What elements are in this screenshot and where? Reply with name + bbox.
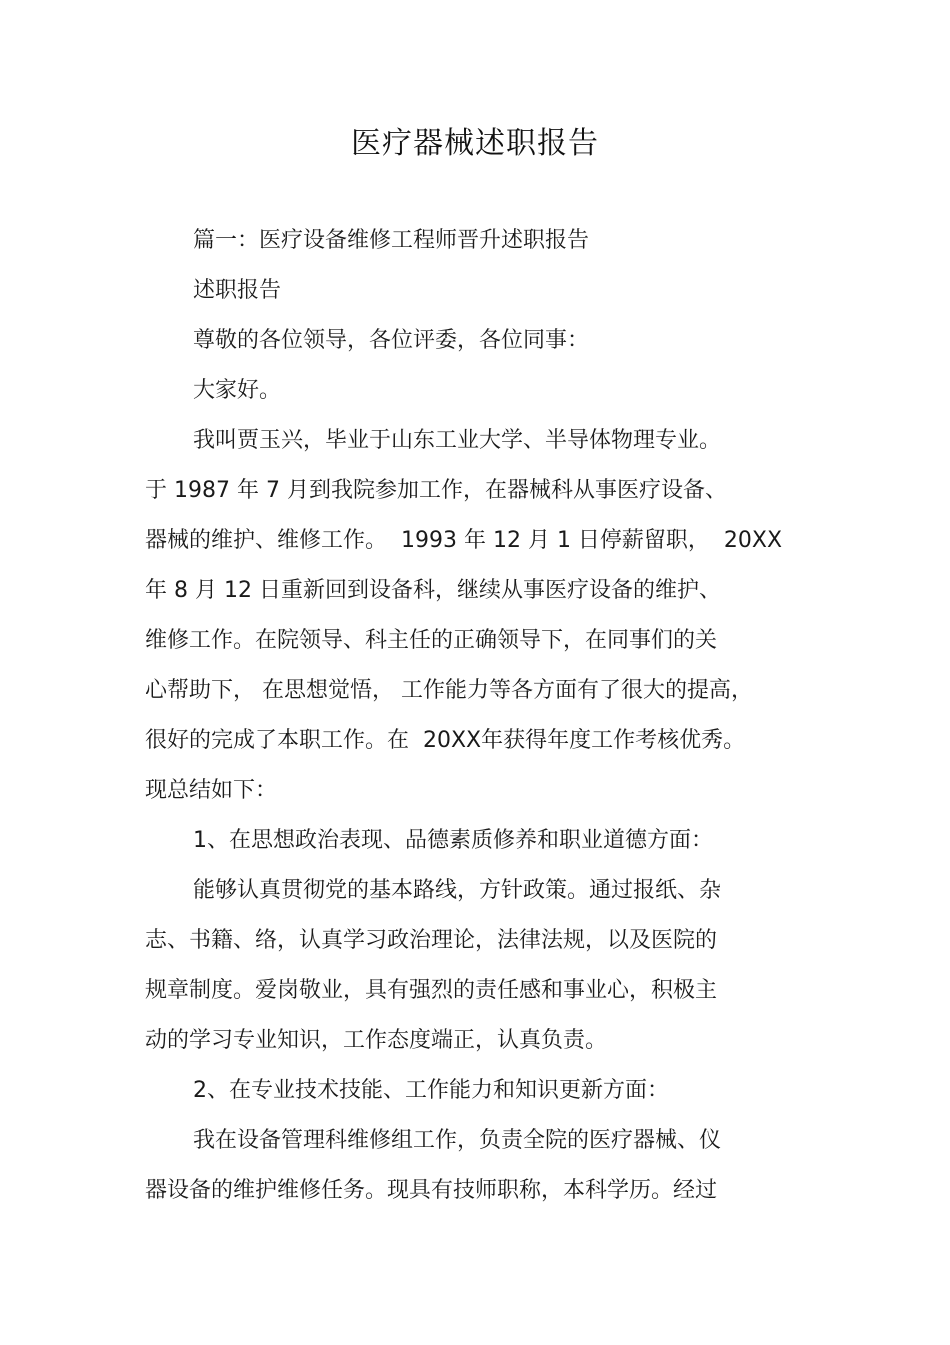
- heading-line: 述职报告: [193, 278, 282, 303]
- section-heading-1: 1、在思想政治表现、品德素质修养和职业道德方面：: [193, 828, 713, 853]
- paragraph-line: 能够认真贯彻党的基本路线，方针政策。通过报纸、杂: [193, 878, 722, 903]
- paragraph-line: 很好的完成了本职工作。在 20XX年获得年度工作考核优秀。: [145, 728, 746, 753]
- paragraph-line: 器设备的维护维修任务。现具有技师职称，本科学历。经过: [145, 1178, 718, 1203]
- paragraph-line: 志、书籍、络，认真学习政治理论，法律法规，以及医院的: [145, 928, 718, 953]
- paragraph-line: 规章制度。爱岗敬业，具有强烈的责任感和事业心，积极主: [145, 978, 718, 1003]
- section-heading-2: 2、在专业技术技能、工作能力和知识更新方面：: [193, 1078, 669, 1103]
- paragraph-line: 心帮助下， 在思想觉悟， 工作能力等各方面有了很大的提高，: [145, 678, 753, 703]
- paragraph-line: 器械的维护、维修工作。 1993 年 12 月 1 日停薪留职， 20XX: [145, 528, 783, 553]
- document-title: 医疗器械述职报告: [351, 126, 599, 161]
- paragraph-line: 年 8 月 12 日重新回到设备科，继续从事医疗设备的维护、: [145, 578, 721, 603]
- salutation-line: 尊敬的各位领导，各位评委，各位同事：: [193, 328, 590, 353]
- greeting-line: 大家好。: [193, 378, 282, 403]
- paragraph-line: 我叫贾玉兴，毕业于山东工业大学、半导体物理专业。: [193, 428, 722, 453]
- subtitle-line: 篇一：医疗设备维修工程师晋升述职报告: [193, 228, 590, 253]
- paragraph-line: 现总结如下：: [145, 778, 278, 803]
- paragraph-line: 动的学习专业知识，工作态度端正，认真负责。: [145, 1028, 608, 1053]
- paragraph-line: 维修工作。在院领导、科主任的正确领导下，在同事们的关: [145, 628, 718, 653]
- paragraph-line: 我在设备管理科维修组工作，负责全院的医疗器械、仪: [193, 1128, 722, 1153]
- paragraph-line: 于 1987 年 7 月到我院参加工作，在器械科从事医疗设备、: [145, 478, 727, 503]
